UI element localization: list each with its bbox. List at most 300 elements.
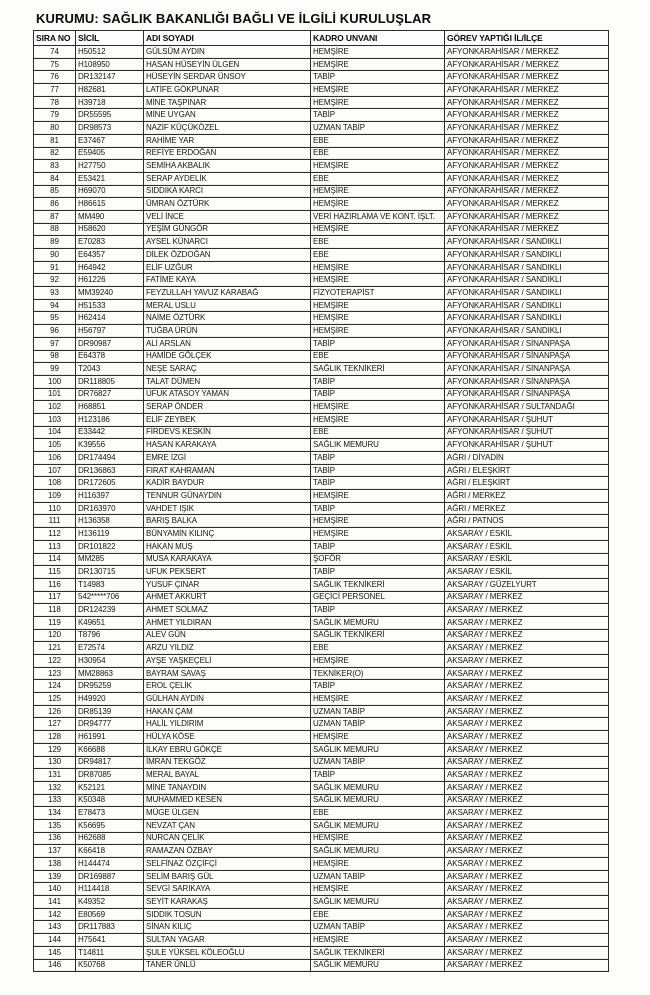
table-row: [34, 845, 609, 858]
column-header: GÖREV YAPTIĞI İL/İLÇE: [445, 31, 609, 46]
cell-adi-soyadi: EMRE İZGİ: [144, 452, 311, 465]
cell-sicil: E33442: [76, 426, 144, 439]
cell-kadro-unvani: HEMŞİRE: [311, 46, 445, 59]
cell-kadro-unvani: HEMŞİRE: [311, 413, 445, 426]
cell-sira-no: 88: [34, 223, 76, 236]
cell-sira-no: 135: [34, 819, 76, 832]
cell-sicil: K66688: [76, 743, 144, 756]
cell-kadro-unvani: SAĞLIK MEMURU: [311, 781, 445, 794]
cell-gorev-il-ilce: AKSARAY / MERKEZ: [445, 604, 609, 617]
cell-sicil: H49920: [76, 693, 144, 706]
cell-sicil: E64378: [76, 350, 144, 363]
cell-sicil: MM39240: [76, 287, 144, 300]
cell-sira-no: 130: [34, 756, 76, 769]
cell-sicil: DR169887: [76, 870, 144, 883]
cell-kadro-unvani: TABİP: [311, 477, 445, 490]
table-row: [34, 756, 609, 769]
cell-sicil: E78473: [76, 807, 144, 820]
cell-kadro-unvani: UZMAN TABİP: [311, 870, 445, 883]
cell-sicil: T14811: [76, 946, 144, 959]
cell-sicil: H82681: [76, 84, 144, 97]
table-row: [34, 807, 609, 820]
cell-gorev-il-ilce: AĞRI / MERKEZ: [445, 502, 609, 515]
table-row: [34, 325, 609, 338]
table-row: [34, 883, 609, 896]
cell-kadro-unvani: HEMŞİRE: [311, 401, 445, 414]
cell-gorev-il-ilce: AKSARAY / MERKEZ: [445, 693, 609, 706]
cell-sicil: H39718: [76, 96, 144, 109]
cell-adi-soyadi: FATİME KAYA: [144, 274, 311, 287]
cell-sira-no: 105: [34, 439, 76, 452]
cell-gorev-il-ilce: AFYONKARAHİSAR / MERKEZ: [445, 160, 609, 173]
cell-gorev-il-ilce: AFYONKARAHİSAR / MERKEZ: [445, 58, 609, 71]
cell-adi-soyadi: TALAT DÜMEN: [144, 375, 311, 388]
cell-adi-soyadi: UFUK ATASOY YAMAN: [144, 388, 311, 401]
cell-adi-soyadi: TANER ÜNLÜ: [144, 959, 311, 972]
cell-sira-no: 121: [34, 642, 76, 655]
cell-sicil: DR94777: [76, 718, 144, 731]
table-row: [34, 502, 609, 515]
table-row: [34, 185, 609, 198]
cell-sira-no: 98: [34, 350, 76, 363]
cell-gorev-il-ilce: AKSARAY / MERKEZ: [445, 718, 609, 731]
cell-adi-soyadi: UFUK PEKSERT: [144, 566, 311, 579]
cell-sira-no: 128: [34, 731, 76, 744]
cell-sira-no: 114: [34, 553, 76, 566]
cell-adi-soyadi: MERAL BAYAL: [144, 769, 311, 782]
table-row: [34, 452, 609, 465]
cell-gorev-il-ilce: AFYONKARAHİSAR / MERKEZ: [445, 134, 609, 147]
cell-sicil: DR98573: [76, 122, 144, 135]
cell-kadro-unvani: HEMŞİRE: [311, 185, 445, 198]
cell-sicil: DR136863: [76, 464, 144, 477]
cell-kadro-unvani: TABİP: [311, 337, 445, 350]
cell-adi-soyadi: SULTAN YAGAR: [144, 934, 311, 947]
cell-gorev-il-ilce: AKSARAY / MERKEZ: [445, 883, 609, 896]
cell-sira-no: 86: [34, 198, 76, 211]
cell-sira-no: 106: [34, 452, 76, 465]
table-row: [34, 642, 609, 655]
cell-adi-soyadi: NEŞE SARAÇ: [144, 363, 311, 376]
table-row: [34, 705, 609, 718]
cell-gorev-il-ilce: AKSARAY / MERKEZ: [445, 616, 609, 629]
cell-kadro-unvani: EBE: [311, 807, 445, 820]
table-row: [34, 249, 609, 262]
cell-gorev-il-ilce: AFYONKARAHİSAR / SANDIKLI: [445, 299, 609, 312]
cell-sicil: H58620: [76, 223, 144, 236]
cell-sira-no: 139: [34, 870, 76, 883]
cell-kadro-unvani: EBE: [311, 134, 445, 147]
cell-kadro-unvani: VERİ HAZIRLAMA VE KONT. İŞLT.: [311, 210, 445, 223]
cell-adi-soyadi: HÜSEYİN SERDAR ÜNSOY: [144, 71, 311, 84]
table-row: [34, 210, 609, 223]
table-row: [34, 578, 609, 591]
table-row: [34, 401, 609, 414]
table-row: [34, 693, 609, 706]
cell-sicil: DR163970: [76, 502, 144, 515]
cell-adi-soyadi: HAKAN ÇAM: [144, 705, 311, 718]
cell-sicil: DR76827: [76, 388, 144, 401]
cell-kadro-unvani: SAĞLIK MEMURU: [311, 845, 445, 858]
cell-sira-no: 113: [34, 540, 76, 553]
table-row: [34, 959, 609, 972]
table-row: [34, 616, 609, 629]
table-row: [34, 566, 609, 579]
cell-kadro-unvani: EBE: [311, 172, 445, 185]
table-row: [34, 946, 609, 959]
cell-sira-no: 116: [34, 578, 76, 591]
column-header: KADRO UNVANI: [311, 31, 445, 46]
cell-sira-no: 107: [34, 464, 76, 477]
cell-gorev-il-ilce: AKSARAY / MERKEZ: [445, 743, 609, 756]
cell-gorev-il-ilce: AFYONKARAHİSAR / ŞUHUT: [445, 426, 609, 439]
cell-adi-soyadi: AYSEL KÜNARCI: [144, 236, 311, 249]
cell-gorev-il-ilce: AKSARAY / MERKEZ: [445, 667, 609, 680]
cell-gorev-il-ilce: AFYONKARAHİSAR / MERKEZ: [445, 84, 609, 97]
cell-sicil: K52121: [76, 781, 144, 794]
cell-sicil: E80569: [76, 908, 144, 921]
cell-adi-soyadi: NAİME ÖZTÜRK: [144, 312, 311, 325]
table-row: [34, 375, 609, 388]
document-title: KURUMU: SAĞLIK BAKANLIĞI BAĞLI VE İLGİLİ KURULUŞLAR: [36, 11, 432, 26]
cell-gorev-il-ilce: AKSARAY / MERKEZ: [445, 921, 609, 934]
cell-sicil: E64357: [76, 249, 144, 262]
cell-sicil: K39556: [76, 439, 144, 452]
cell-adi-soyadi: TENNUR GÜNAYDIN: [144, 490, 311, 503]
table-row: [34, 71, 609, 84]
cell-kadro-unvani: HEMŞİRE: [311, 693, 445, 706]
table-row: [34, 388, 609, 401]
cell-sira-no: 127: [34, 718, 76, 731]
cell-sicil: DR117883: [76, 921, 144, 934]
cell-gorev-il-ilce: AKSARAY / MERKEZ: [445, 959, 609, 972]
cell-adi-soyadi: SEMİHA AKBALIK: [144, 160, 311, 173]
cell-sira-no: 120: [34, 629, 76, 642]
cell-kadro-unvani: SAĞLIK TEKNİKERİ: [311, 629, 445, 642]
table-row: [34, 743, 609, 756]
cell-sira-no: 81: [34, 134, 76, 147]
cell-sicil: H123186: [76, 413, 144, 426]
table-row: [34, 540, 609, 553]
cell-sicil: DR130715: [76, 566, 144, 579]
cell-sira-no: 137: [34, 845, 76, 858]
cell-sira-no: 133: [34, 794, 76, 807]
table-row: [34, 413, 609, 426]
personnel-table: [33, 30, 609, 972]
cell-gorev-il-ilce: AKSARAY / MERKEZ: [445, 781, 609, 794]
cell-adi-soyadi: YUSUF ÇINAR: [144, 578, 311, 591]
cell-kadro-unvani: SAĞLIK MEMURU: [311, 616, 445, 629]
cell-kadro-unvani: HEMŞİRE: [311, 274, 445, 287]
cell-gorev-il-ilce: AFYONKARAHİSAR / SİNANPAŞA: [445, 337, 609, 350]
cell-sicil: K66418: [76, 845, 144, 858]
cell-gorev-il-ilce: AĞRI / DİYADİN: [445, 452, 609, 465]
cell-adi-soyadi: RAHİME YAR: [144, 134, 311, 147]
cell-gorev-il-ilce: AFYONKARAHİSAR / SİNANPAŞA: [445, 363, 609, 376]
cell-kadro-unvani: HEMŞİRE: [311, 84, 445, 97]
cell-sira-no: 124: [34, 680, 76, 693]
cell-adi-soyadi: MERAL USLU: [144, 299, 311, 312]
table-row: [34, 794, 609, 807]
cell-adi-soyadi: ÜMRAN ÖZTÜRK: [144, 198, 311, 211]
cell-kadro-unvani: HEMŞİRE: [311, 858, 445, 871]
cell-sira-no: 110: [34, 502, 76, 515]
table-row: [34, 172, 609, 185]
cell-adi-soyadi: ARZU YILDIZ: [144, 642, 311, 655]
cell-adi-soyadi: BARIŞ BALKA: [144, 515, 311, 528]
cell-sicil: K56695: [76, 819, 144, 832]
cell-gorev-il-ilce: AFYONKARAHİSAR / MERKEZ: [445, 210, 609, 223]
cell-gorev-il-ilce: AKSARAY / MERKEZ: [445, 629, 609, 642]
table-row: [34, 832, 609, 845]
cell-sira-no: 96: [34, 325, 76, 338]
table-row: [34, 312, 609, 325]
cell-kadro-unvani: HEMŞİRE: [311, 325, 445, 338]
column-header: SİCİL: [76, 31, 144, 46]
cell-gorev-il-ilce: AFYONKARAHİSAR / MERKEZ: [445, 198, 609, 211]
table-row: [34, 122, 609, 135]
cell-gorev-il-ilce: AKSARAY / MERKEZ: [445, 870, 609, 883]
table-row: [34, 769, 609, 782]
cell-sira-no: 129: [34, 743, 76, 756]
cell-sicil: E59405: [76, 147, 144, 160]
cell-adi-soyadi: GÜLHAN AYDIN: [144, 693, 311, 706]
cell-sira-no: 131: [34, 769, 76, 782]
cell-gorev-il-ilce: AKSARAY / MERKEZ: [445, 731, 609, 744]
cell-sira-no: 118: [34, 604, 76, 617]
cell-kadro-unvani: EBE: [311, 642, 445, 655]
cell-sicil: DR101822: [76, 540, 144, 553]
cell-adi-soyadi: AYŞE YAŞKEÇELİ: [144, 655, 311, 668]
cell-adi-soyadi: İLKAY EBRU GÖKÇE: [144, 743, 311, 756]
table-row: [34, 261, 609, 274]
cell-kadro-unvani: ŞOFÖR: [311, 553, 445, 566]
cell-gorev-il-ilce: AFYONKARAHİSAR / SANDIKLI: [445, 312, 609, 325]
cell-gorev-il-ilce: AKSARAY / MERKEZ: [445, 819, 609, 832]
cell-sicil: T8796: [76, 629, 144, 642]
cell-sira-no: 77: [34, 84, 76, 97]
cell-kadro-unvani: EBE: [311, 147, 445, 160]
cell-adi-soyadi: SERAP AYDELİK: [144, 172, 311, 185]
cell-sira-no: 100: [34, 375, 76, 388]
cell-kadro-unvani: HEMŞİRE: [311, 490, 445, 503]
table-row: [34, 629, 609, 642]
cell-adi-soyadi: SIDDIKA KARCI: [144, 185, 311, 198]
table-row: [34, 680, 609, 693]
table-row: [34, 58, 609, 71]
cell-sicil: H69070: [76, 185, 144, 198]
cell-sira-no: 75: [34, 58, 76, 71]
cell-sicil: K49651: [76, 616, 144, 629]
cell-gorev-il-ilce: AĞRI / PATNOS: [445, 515, 609, 528]
cell-kadro-unvani: SAĞLIK TEKNİKERİ: [311, 946, 445, 959]
cell-sira-no: 80: [34, 122, 76, 135]
cell-gorev-il-ilce: AKSARAY / MERKEZ: [445, 680, 609, 693]
cell-gorev-il-ilce: AĞRI / ELEŞKİRT: [445, 477, 609, 490]
cell-kadro-unvani: HEMŞİRE: [311, 731, 445, 744]
cell-gorev-il-ilce: AĞRI / MERKEZ: [445, 490, 609, 503]
cell-sicil: DR94817: [76, 756, 144, 769]
table-row: [34, 553, 609, 566]
cell-kadro-unvani: TEKNİKER(O): [311, 667, 445, 680]
cell-kadro-unvani: EBE: [311, 236, 445, 249]
table-row: [34, 718, 609, 731]
cell-adi-soyadi: ELİF UZĞUR: [144, 261, 311, 274]
table-row: [34, 439, 609, 452]
cell-adi-soyadi: ALİ ARSLAN: [144, 337, 311, 350]
cell-sira-no: 125: [34, 693, 76, 706]
cell-kadro-unvani: UZMAN TABİP: [311, 705, 445, 718]
cell-sicil: E37467: [76, 134, 144, 147]
cell-sicil: DR132147: [76, 71, 144, 84]
cell-sicil: DR174494: [76, 452, 144, 465]
cell-sira-no: 99: [34, 363, 76, 376]
cell-kadro-unvani: SAĞLIK TEKNİKERİ: [311, 578, 445, 591]
cell-kadro-unvani: UZMAN TABİP: [311, 921, 445, 934]
cell-sira-no: 146: [34, 959, 76, 972]
cell-sicil: DR118805: [76, 375, 144, 388]
cell-adi-soyadi: VELİ İNCE: [144, 210, 311, 223]
cell-sicil: DR87085: [76, 769, 144, 782]
cell-adi-soyadi: AHMET SOLMAZ: [144, 604, 311, 617]
cell-kadro-unvani: TABİP: [311, 464, 445, 477]
cell-kadro-unvani: TABİP: [311, 502, 445, 515]
cell-adi-soyadi: HAKAN MUŞ: [144, 540, 311, 553]
cell-adi-soyadi: FIRAT KAHRAMAN: [144, 464, 311, 477]
cell-gorev-il-ilce: AFYONKARAHİSAR / SİNANPAŞA: [445, 388, 609, 401]
cell-adi-soyadi: MUSA KARAKAYA: [144, 553, 311, 566]
cell-sira-no: 76: [34, 71, 76, 84]
cell-kadro-unvani: TABİP: [311, 680, 445, 693]
cell-adi-soyadi: BÜNYAMİN KILINÇ: [144, 528, 311, 541]
cell-gorev-il-ilce: AFYONKARAHİSAR / SİNANPAŞA: [445, 350, 609, 363]
cell-sicil: H62414: [76, 312, 144, 325]
cell-gorev-il-ilce: AKSARAY / ESKİL: [445, 566, 609, 579]
cell-sicil: DR85139: [76, 705, 144, 718]
cell-kadro-unvani: HEMŞİRE: [311, 312, 445, 325]
cell-adi-soyadi: GÜLSÜM AYDIN: [144, 46, 311, 59]
table-row: [34, 591, 609, 604]
cell-kadro-unvani: EBE: [311, 426, 445, 439]
table-row: [34, 528, 609, 541]
table-row: [34, 337, 609, 350]
table-row: [34, 274, 609, 287]
cell-sira-no: 140: [34, 883, 76, 896]
cell-kadro-unvani: TABİP: [311, 71, 445, 84]
cell-gorev-il-ilce: AFYONKARAHİSAR / MERKEZ: [445, 147, 609, 160]
cell-gorev-il-ilce: AKSARAY / ESKİL: [445, 553, 609, 566]
table-row: [34, 490, 609, 503]
cell-sira-no: 119: [34, 616, 76, 629]
table-row: [34, 908, 609, 921]
cell-adi-soyadi: EROL ÇELİK: [144, 680, 311, 693]
cell-sira-no: 142: [34, 908, 76, 921]
table-row: [34, 363, 609, 376]
cell-sicil: H108950: [76, 58, 144, 71]
cell-sira-no: 92: [34, 274, 76, 287]
cell-sira-no: 143: [34, 921, 76, 934]
cell-adi-soyadi: HÜLYA KÖSE: [144, 731, 311, 744]
cell-adi-soyadi: DİLEK ÖZDOĞAN: [144, 249, 311, 262]
table-row: [34, 858, 609, 871]
cell-adi-soyadi: RAMAZAN ÖZBAY: [144, 845, 311, 858]
cell-kadro-unvani: HEMŞİRE: [311, 832, 445, 845]
cell-gorev-il-ilce: AFYONKARAHİSAR / MERKEZ: [445, 46, 609, 59]
table-row: [34, 84, 609, 97]
table-row: [34, 134, 609, 147]
cell-gorev-il-ilce: AĞRI / ELEŞKİRT: [445, 464, 609, 477]
cell-gorev-il-ilce: AFYONKARAHİSAR / MERKEZ: [445, 109, 609, 122]
cell-sicil: H51533: [76, 299, 144, 312]
cell-sicil: H64942: [76, 261, 144, 274]
cell-sicil: H116397: [76, 490, 144, 503]
cell-kadro-unvani: HEMŞİRE: [311, 160, 445, 173]
cell-adi-soyadi: MİNE TANAYDIN: [144, 781, 311, 794]
cell-sicil: H62688: [76, 832, 144, 845]
table-row: [34, 477, 609, 490]
cell-sicil: H68851: [76, 401, 144, 414]
table-row: [34, 287, 609, 300]
cell-adi-soyadi: HAMİDE GÖLÇEK: [144, 350, 311, 363]
cell-kadro-unvani: HEMŞİRE: [311, 655, 445, 668]
cell-gorev-il-ilce: AFYONKARAHİSAR / SANDIKLI: [445, 236, 609, 249]
table-row: [34, 464, 609, 477]
cell-sicil: H61226: [76, 274, 144, 287]
cell-sira-no: 132: [34, 781, 76, 794]
cell-gorev-il-ilce: AFYONKARAHİSAR / MERKEZ: [445, 185, 609, 198]
table-row: [34, 160, 609, 173]
cell-sira-no: 126: [34, 705, 76, 718]
cell-sira-no: 122: [34, 655, 76, 668]
cell-adi-soyadi: SEYİT KARAKAŞ: [144, 896, 311, 909]
cell-adi-soyadi: SELFİNAZ ÖZÇİFÇİ: [144, 858, 311, 871]
cell-adi-soyadi: AHMET AKKURT: [144, 591, 311, 604]
cell-kadro-unvani: UZMAN TABİP: [311, 756, 445, 769]
table-row: [34, 223, 609, 236]
cell-kadro-unvani: SAĞLIK MEMURU: [311, 959, 445, 972]
cell-adi-soyadi: SEVGİ SARIKAYA: [144, 883, 311, 896]
cell-gorev-il-ilce: AKSARAY / MERKEZ: [445, 642, 609, 655]
table-row: [34, 731, 609, 744]
cell-sira-no: 87: [34, 210, 76, 223]
cell-gorev-il-ilce: AKSARAY / MERKEZ: [445, 896, 609, 909]
cell-kadro-unvani: SAĞLIK MEMURU: [311, 439, 445, 452]
cell-sira-no: 115: [34, 566, 76, 579]
table-row: [34, 198, 609, 211]
table-row: [34, 515, 609, 528]
cell-adi-soyadi: VAHDET IŞIK: [144, 502, 311, 515]
cell-adi-soyadi: ELİF ZEYBEK: [144, 413, 311, 426]
table-row: [34, 299, 609, 312]
cell-sicil: H114418: [76, 883, 144, 896]
cell-gorev-il-ilce: AKSARAY / MERKEZ: [445, 769, 609, 782]
cell-gorev-il-ilce: AKSARAY / MERKEZ: [445, 946, 609, 959]
cell-adi-soyadi: LATİFE GÖKPUNAR: [144, 84, 311, 97]
cell-kadro-unvani: HEMŞİRE: [311, 198, 445, 211]
cell-kadro-unvani: TABİP: [311, 109, 445, 122]
cell-sira-no: 117: [34, 591, 76, 604]
cell-sira-no: 136: [34, 832, 76, 845]
table-row: [34, 147, 609, 160]
cell-sicil: DR172605: [76, 477, 144, 490]
cell-sira-no: 108: [34, 477, 76, 490]
cell-sicil: H136119: [76, 528, 144, 541]
table-row: [34, 921, 609, 934]
cell-gorev-il-ilce: AKSARAY / MERKEZ: [445, 655, 609, 668]
cell-adi-soyadi: FİRDEVS KESKİN: [144, 426, 311, 439]
cell-sira-no: 90: [34, 249, 76, 262]
cell-gorev-il-ilce: AFYONKARAHİSAR / ŞUHUT: [445, 413, 609, 426]
